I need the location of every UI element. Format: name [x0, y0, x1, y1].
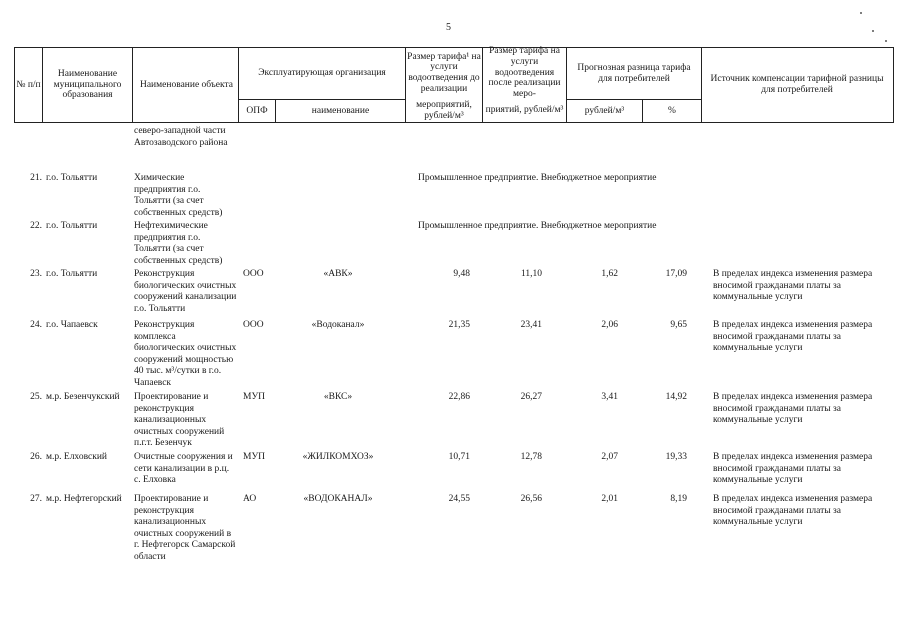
object-cell: Проектирование и реконструкция канализационных очистных сооружений в г. Нефтегорск Самарской области [134, 494, 236, 562]
organization-name-cell: «АВК» [323, 269, 353, 279]
header-num: № п/п [16, 79, 41, 90]
difference-rub-cell: 1,62 [601, 269, 618, 279]
object-cell: Проектирование и реконструкция канализационных очистных сооружений п.г.т. Безенчук [134, 392, 225, 449]
opf-cell: АО [243, 494, 257, 504]
header-tariff-before: Размер тарифа¹ на услуги водоотведения до реализации [407, 51, 481, 94]
opf-cell: ООО [243, 320, 264, 330]
difference-pct-cell: 19,33 [665, 452, 687, 462]
source-cell: В пределах индекса изменения размера вносимой гражданами платы за коммунальные услуги [713, 494, 873, 528]
page-number: 5 [446, 22, 451, 33]
tariff-before-cell: 24,55 [448, 494, 470, 504]
difference-rub-cell: 2,07 [601, 452, 618, 462]
opf-cell: МУП [243, 452, 266, 462]
difference-pct-cell: 8,19 [670, 494, 687, 504]
scan-speck [860, 12, 862, 14]
tariff-before-cell: 9,48 [453, 269, 470, 279]
row-number: 21. [30, 173, 42, 183]
row-number: 23. [30, 269, 42, 279]
difference-rub-cell: 2,06 [601, 320, 618, 330]
table-header [14, 47, 894, 123]
difference-rub-cell: 2,01 [601, 494, 618, 504]
row-number: 26. [30, 452, 42, 462]
municipality-cell: г.о. Тольятти [46, 269, 98, 279]
municipality-cell: г.о. Чапаевск [46, 320, 98, 330]
tariff-before-cell: 22,86 [448, 392, 470, 402]
municipality-cell: г.о. Тольятти [46, 173, 98, 183]
source-cell: В пределах индекса изменения размера вносимой гражданами платы за коммунальные услуги [713, 269, 873, 303]
tariff-before-cell: 21,35 [448, 320, 470, 330]
row-number: 24. [30, 320, 42, 330]
header-forecast: Прогнозная разница тарифа для потребителей [577, 62, 691, 84]
difference-pct-cell: 9,65 [670, 320, 687, 330]
row-number: 27. [30, 494, 42, 504]
header-municipality: Наименование муниципального образования [53, 69, 122, 101]
object-cell: Реконструкция биологических очистных сооружений канализации г.о. Тольятти [134, 269, 237, 314]
row-number: 22. [30, 221, 42, 231]
tariff-after-cell: 12,78 [520, 452, 542, 462]
municipality-cell: м.р. Елховский [46, 452, 107, 462]
municipality-cell: м.р. Безенчукский [46, 392, 120, 402]
source-cell: В пределах индекса изменения размера вносимой гражданами платы за коммунальные услуги [713, 452, 873, 486]
header-rub: рублей/м³ [584, 105, 625, 116]
row-number: 25. [30, 392, 42, 402]
header-source: Источник компенсации тарифной разницы для потребителей [710, 74, 884, 95]
difference-pct-cell: 14,92 [665, 392, 687, 402]
tariff-after-cell: 11,10 [520, 269, 542, 279]
header-operator: Эксплуатирующая организация [258, 68, 386, 79]
scan-speck [885, 40, 887, 42]
organization-name-cell: «ЖИЛКОМХОЗ» [302, 452, 374, 462]
object-cell: северо-западной части Автозаводского района [134, 126, 228, 148]
header-opf: ОПФ [246, 105, 268, 116]
municipality-cell: г.о. Тольятти [46, 221, 98, 231]
organization-name-cell: «ВКС» [323, 392, 353, 402]
organization-name-cell: «Водоканал» [311, 320, 365, 330]
note-cell: Промышленное предприятие. Внебюджетное мероприятие [418, 221, 657, 231]
tariff-after-cell: 26,56 [520, 494, 542, 504]
opf-cell: ООО [243, 269, 264, 279]
opf-cell: МУП [243, 392, 266, 402]
object-cell: Химические предприятия г.о. Тольятти (за счет собственных средств) [134, 173, 223, 218]
source-cell: В пределах индекса изменения размера вносимой гражданами платы за коммунальные услуги [713, 320, 873, 354]
difference-pct-cell: 17,09 [665, 269, 687, 279]
object-cell: Очистные сооружения и сети канализации в р.ц. с. Елховка [134, 452, 233, 486]
object-cell: Нефтехимические предприятия г.о. Тольятти (за счет собственных средств) [134, 221, 223, 266]
header-tariff-after: Размер тарифа на услуги водоотведения после реализации меро- [488, 46, 561, 99]
municipality-cell: м.р. Нефтегорский [46, 494, 122, 504]
note-cell: Промышленное предприятие. Внебюджетное мероприятие [418, 173, 657, 183]
object-cell: Реконструкция комплекса биологических очистных сооружений мощностью 40 тыс. м³/сутки в г.о. Чапаевск [134, 320, 237, 388]
tariff-before-cell: 10,71 [448, 452, 470, 462]
header-object: Наименование объекта [139, 79, 233, 90]
tariff-after-cell: 26,27 [520, 392, 542, 402]
header-pct: % [668, 105, 676, 116]
scan-speck [872, 30, 874, 32]
header-tariff-after-units: приятий, рублей/м³ [485, 105, 564, 116]
difference-rub-cell: 3,41 [601, 392, 618, 402]
source-cell: В пределах индекса изменения размера вносимой гражданами платы за коммунальные услуги [713, 392, 873, 426]
tariff-after-cell: 23,41 [520, 320, 542, 330]
organization-name-cell: «ВОДОКАНАЛ» [303, 494, 373, 504]
header-name: наименование [311, 105, 370, 116]
header-tariff-before-units: мероприятий, рублей/м³ [416, 99, 472, 121]
